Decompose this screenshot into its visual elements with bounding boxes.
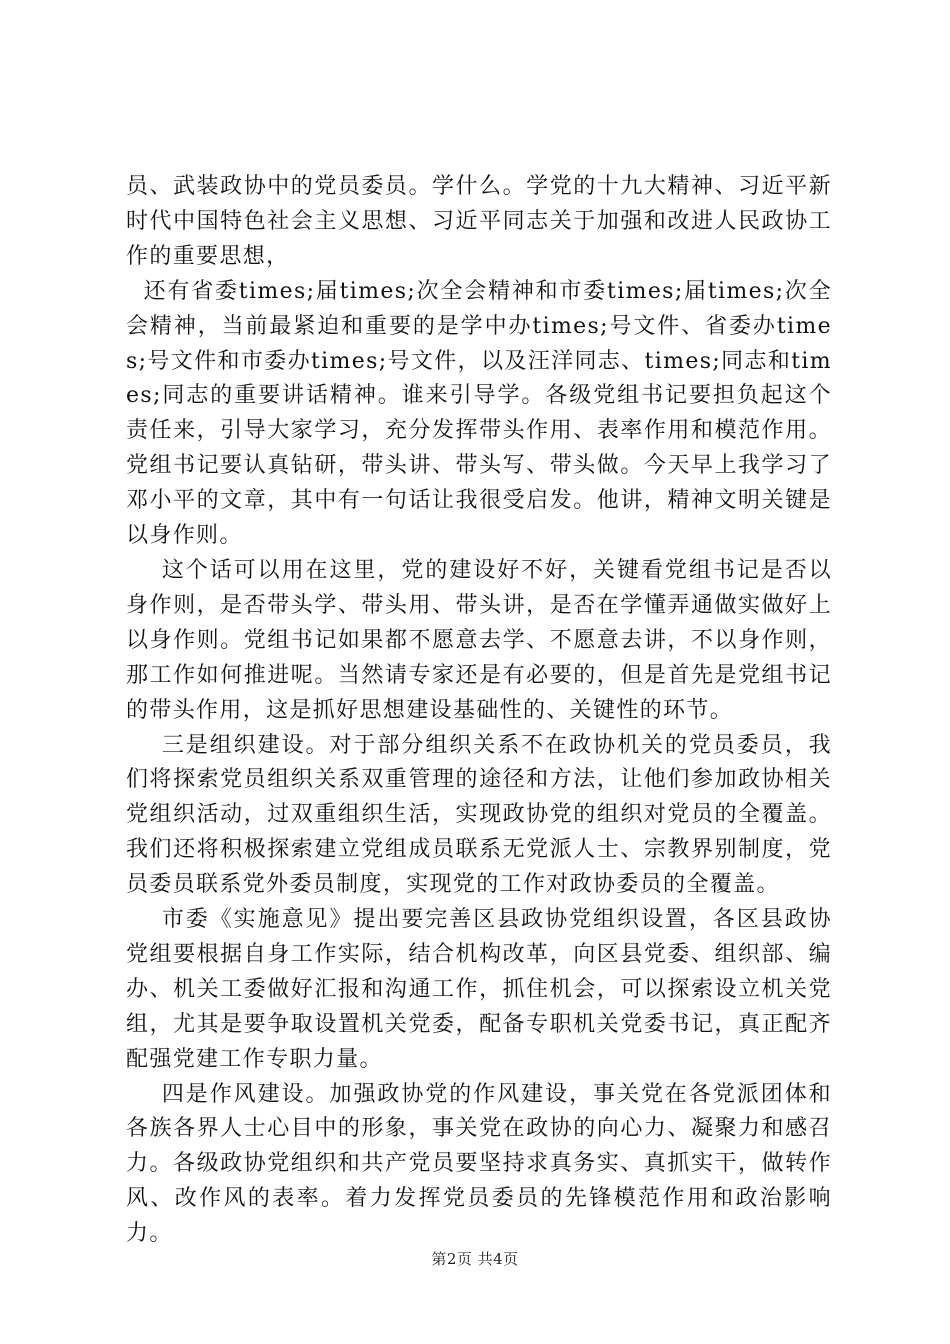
paragraph: 这个话可以用在这里，党的建设好不好，关键看党组书记是否以身作则，是否带头学、带头用、带头讲，是否在学懂弄通做实做好上以身作则。党组书记如果都不愿意去学、不愿意去讲，不以身作则，那工作如何推进呢。当然请专家还是有必要的，但是首先是党组书记的带头作用，这是抓好思想建设基础性的、关键性的环节。 <box>126 557 832 723</box>
page-number-label: 第2页 共4页 <box>431 1250 519 1268</box>
page-footer <box>0 1248 950 1269</box>
paragraph: 四是作风建设。加强政协党的作风建设，事关党在各党派团体和各族各界人士心目中的形象，事关党在政协的向心力、凝聚力和感召力。各级政协党组织和共产党员要坚持求真务实、真抓实干，做转作风、改作风的表率。着力发挥党员委员的先锋模范作用和政治影响力。 <box>126 1081 832 1247</box>
paragraph: 员、武装政协中的党员委员。学什么。学党的十九大精神、习近平新时代中国特色社会主义思想、习近平同志关于加强和改进人民政协工作的重要思想， <box>126 174 832 269</box>
paragraph: 还有省委times;届times;次全会精神和市委times;届times;次全会精神，当前最紧迫和重要的是学中办times;号文件、省委办times;号文件和市委办times;号文件，以及汪洋同志、times;同志和times;同志的重要讲话精神。谁来引导学。各级党组书记要担负起这个责任来，引导大家学习，充分发挥带头作用、表率作用和模范作用。党组书记要认真钻研，带头讲、带头写、带头做。今天早上我学习了邓小平的文章，其中有一句话让我很受启发。他讲，精神文明关键是以身作则。 <box>126 278 833 549</box>
document-body <box>126 170 832 1252</box>
paragraph: 市委《实施意见》提出要完善区县政协党组织设置，各区县政协党组要根据自身工作实际，结合机构改革，向区县党委、组织部、编办、机关工委做好汇报和沟通工作，抓住机会，可以探索设立机关党组，尤其是要争取设置机关党委，配备专职机关党委书记，真正配齐配强党建工作专职力量。 <box>126 907 832 1072</box>
paragraph: 三是组织建设。对于部分组织关系不在政协机关的党员委员，我们将探索党员组织关系双重管理的途径和方法，让他们参加政协相关党组织活动，过双重组织生活，实现政协党的组织对党员的全覆盖。我们还将积极探索建立党组成员联系无党派人士、宗教界别制度，党员委员联系党外委员制度，实现党的工作对政协委员的全覆盖。 <box>126 732 832 898</box>
